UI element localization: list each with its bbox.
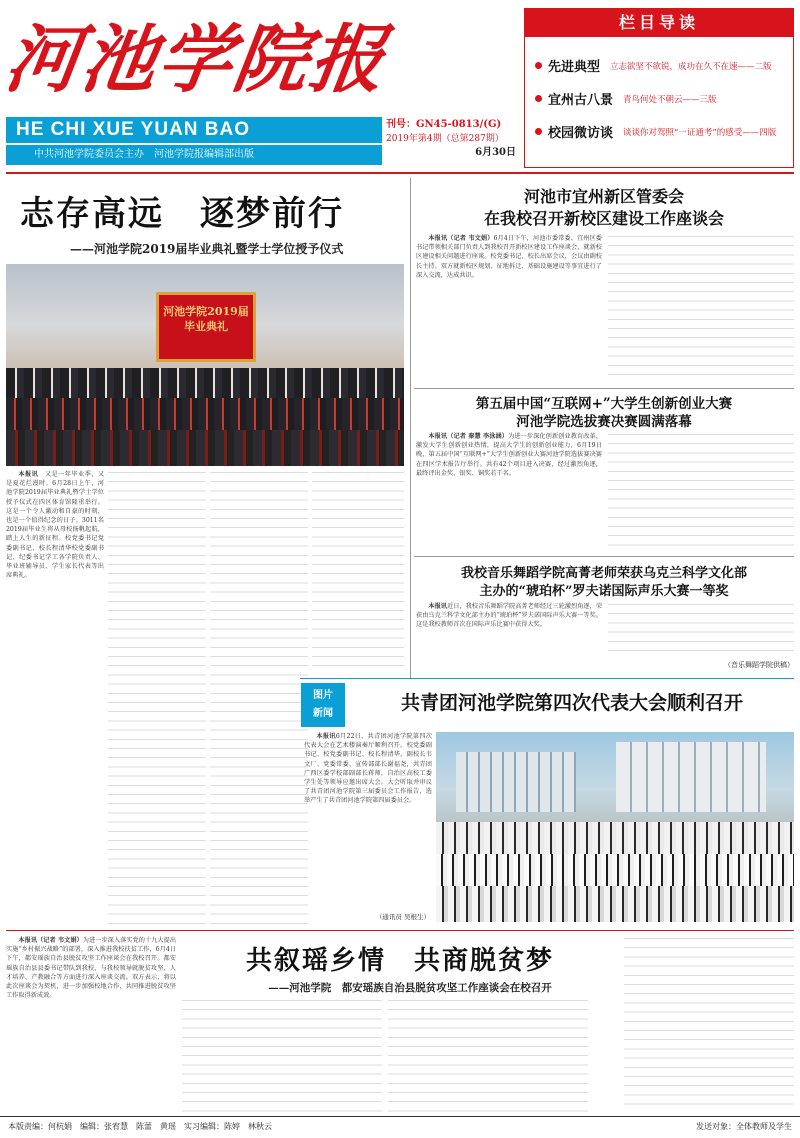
story2-headline-1: 河池市宜州新区管委会 xyxy=(523,187,684,206)
story5-text: 6月22日，共青团河池学院第四次代表大会在艺术楼演奏厅顺利召开。校党委副书记、校党委副书记、校长程清华，副校长韦文厂、党委常委、宣传部部长谢福尧，共青团广西区委学校部副部长蒋师，自治区高校工委学生处等领导应邀出席大会。大会听取并审议了共青团河池学院第三届委员会工作报告，选举产生了共青团河池学院第四届委员会。 xyxy=(304,733,432,805)
guide-item-title: 先进典型 xyxy=(548,60,601,75)
footer xyxy=(0,1118,800,1138)
picture-news-tag xyxy=(301,683,345,727)
byline: 本报讯 xyxy=(316,733,336,740)
lead-body-col2 xyxy=(108,470,206,930)
pinyin-title: HE CHI XUE YUAN BAO xyxy=(6,117,382,143)
lead-headline: 志存高远 逐梦前行 xyxy=(20,194,344,234)
story6-subhead: ——河池学院 都安瑶族自治县脱贫攻坚工作座谈会在校召开 xyxy=(268,982,552,994)
guide-item-desc: 立志欲坚不欲锐，成功在久不在速——二版 xyxy=(610,61,772,72)
byline: 本报讯 xyxy=(428,603,447,610)
story2-body-col2 xyxy=(608,234,794,380)
lead-subhead: ——河池学院2019届毕业典礼暨学士学位授予仪式 xyxy=(70,242,344,256)
story3-body xyxy=(416,432,602,550)
story4-body xyxy=(416,602,602,668)
guide-item[interactable] xyxy=(535,88,795,114)
story4-body-col2 xyxy=(608,602,794,656)
footer-rule xyxy=(0,1116,800,1117)
guide-item-title: 校园微访谈 xyxy=(548,126,614,141)
story4-headline-2: 主办的“琥珀杯”罗夫诺国际声乐大赛一等奖 xyxy=(479,584,729,599)
building xyxy=(456,752,576,812)
newspaper-title: 河池学院报 xyxy=(0,17,393,103)
byline: 本报讯（记者 秦慧 李泳涵） xyxy=(428,433,509,440)
story6-body xyxy=(6,936,176,1112)
graduates-row xyxy=(6,430,404,466)
lead-body-col4 xyxy=(312,470,404,670)
story2-headline-2: 在我校召开新校区建设工作座谈会 xyxy=(483,209,724,228)
guide-heading: 栏目导读 xyxy=(525,9,793,37)
tag-line-2: 新闻 xyxy=(313,708,333,719)
column-divider xyxy=(410,178,411,678)
byline: 本报讯（记者 韦文娟） xyxy=(18,937,83,944)
column-guide xyxy=(524,8,794,168)
congress-group-photo xyxy=(436,732,794,922)
guide-item[interactable] xyxy=(535,55,795,81)
story3-headline-2: 河池学院选拔赛决赛圆满落幕 xyxy=(516,414,692,430)
graduation-photo xyxy=(6,264,404,466)
divider xyxy=(414,556,794,557)
byline: 本报讯 xyxy=(18,471,39,478)
guide-item-desc: 谈谈你对驾照“一证通考”的感受——四版 xyxy=(623,127,777,138)
issue-date: 6月30日 xyxy=(475,147,516,158)
story5-credit: （通讯员 吴根生） xyxy=(375,913,430,921)
bullet-icon xyxy=(535,95,542,102)
footer-distribution: 发送对象：全体教师及学生 xyxy=(696,1122,792,1131)
bullet-icon xyxy=(535,62,542,69)
issue-number: 2019年第4期（总第287期） xyxy=(386,134,504,144)
guide-item[interactable] xyxy=(535,121,795,147)
issn: 刊号：GN45-0813/(G) xyxy=(386,119,502,130)
story4-credit: （音乐舞蹈学院供稿） xyxy=(724,661,794,669)
divider xyxy=(414,388,794,389)
lead-body-col3 xyxy=(210,470,308,930)
story5-headline: 共青团河池学院第四次代表大会顺利召开 xyxy=(400,692,743,714)
story2-body xyxy=(416,234,602,380)
footer-editors: 本版责编：何杭娟 编辑：张宥慧 陈蕾 黄瑶 实习编辑：陈婷 林秋云 xyxy=(8,1122,272,1131)
divider xyxy=(300,678,794,679)
masthead-rule xyxy=(6,172,794,174)
story4-text: 近日，我校音乐舞蹈学院高菁老师经过三轮激烈角逐，荣获由乌克兰科学文化部主办的“琥珀杯”罗夫诺国际声乐大赛一等奖。这是我校教师首次在国际声乐比赛中获得大奖。 xyxy=(416,603,602,629)
lead-body-col1 xyxy=(6,470,104,930)
tag-line-1: 图片 xyxy=(313,690,333,701)
story3-body-col2 xyxy=(608,432,794,550)
story2-text: 6月4日下午，河池市委常委、宜州区委书记带领相关部门负责人到我校召开新校区建设工作座谈会，就新校区建设相关问题进行座谈。校党委书记、校长出席会议，会议由副校长主持。双方就新校区规划、征地拆迁、基础设施建设等事宜进行了深入交流，达成共识。 xyxy=(416,235,602,279)
story6-headline: 共叙瑶乡情 共商脱贫梦 xyxy=(245,946,554,976)
story6-body-col4 xyxy=(624,936,794,1112)
story5-body xyxy=(304,732,432,908)
issue-info xyxy=(386,118,516,160)
building xyxy=(616,742,766,812)
lead-text: 又是一年毕业季，又是夏花烂漫时。6月28日上午，河池学院2019届毕业典礼暨学士学位授予仪式在四区体育馆隆重举行。这是一个令人激动和自豪的时刻，也是一个值得纪念的日子。3011名2019届毕业生将从母校扬帆起航，踏上人生的新征程。校党委书记党委副书记、校长程清华校党委副书记、纪委书记学工各学院负责人、毕业班辅导员、学生家长代表等出席典礼。 xyxy=(6,471,104,580)
byline: 本报讯（记者 韦文娟） xyxy=(428,235,494,242)
members-row xyxy=(436,854,794,886)
host-line: 中共河池学院委员会主办 河池学院报编辑部出版 xyxy=(6,145,382,165)
members-row xyxy=(436,822,794,854)
guide-item-desc: 青鸟何处不朝云——三版 xyxy=(623,94,717,105)
stage-banner-text: 河池学院2019届毕业典礼 xyxy=(163,305,249,333)
bullet-icon xyxy=(535,128,542,135)
story3-text: 为进一步深化创新创业教育改革，激发大学生创新创业热情，提高大学生的创新创业能力，6月19日晚，第五届中国“互联网+”大学生创新创业大赛河池学院选拔赛决赛在四区学术报告厅举行。共有42个项目进入决赛，经过激烈角逐，最终评出金奖、银奖、铜奖若干名。 xyxy=(416,433,602,477)
section-rule xyxy=(6,930,794,931)
story4-headline-1: 我校音乐舞蹈学院高菁老师荣获乌克兰科学文化部 xyxy=(460,566,747,581)
graduates-row xyxy=(6,398,404,434)
story6-text: 为进一步深入落实党的十九大提出实施“乡村振兴战略”的部署，深入推进我校扶贫工作，6月4日下午，都安瑶族自治县脱贫攻坚工作座谈会在我校召开。都安瑶族自治县县委书记带队到我校，与我校领导就脱贫攻坚、人才培养、产教融合等方面进行深入座谈交流。双方表示，将以此次座谈会为契机，进一步加强校地合作，共同推进脱贫攻坚工作取得新成效。 xyxy=(6,937,176,1000)
story3-headline-1: 第五届中国“互联网+”大学生创新创业大赛 xyxy=(475,396,733,412)
members-row xyxy=(436,886,794,922)
story6-body-col2 xyxy=(182,998,382,1112)
guide-item-title: 宜州古八景 xyxy=(548,93,614,108)
story6-body-col3 xyxy=(388,998,588,1112)
